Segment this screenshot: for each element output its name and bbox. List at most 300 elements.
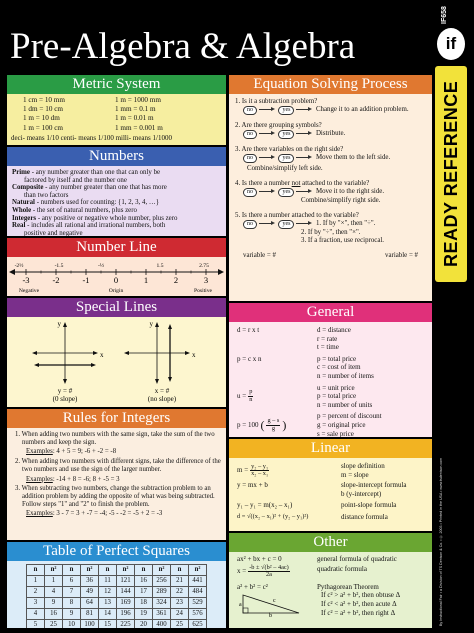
legend-line: r = rate: [317, 334, 338, 343]
table-cell: 36: [81, 576, 99, 587]
definition-prime: [12, 169, 221, 184]
table-cell: 22: [171, 587, 189, 598]
yes-pill: yes: [278, 106, 294, 115]
column-header: n²: [189, 565, 207, 576]
linear-heading: Linear: [229, 439, 432, 458]
legend-line: slope definition: [341, 462, 385, 470]
formula-legend: [317, 355, 432, 381]
table-cell: 24: [171, 609, 189, 620]
table-cell: 576: [189, 609, 207, 620]
definition-real: [12, 222, 221, 236]
perfect-squares-table: [26, 564, 207, 628]
arrow-icon: [32, 351, 37, 355]
definition-text: positive and negative: [24, 229, 83, 236]
definition-text: factored by itself and the number one: [24, 176, 127, 184]
table-cell: 529: [189, 598, 207, 609]
perfect-squares-panel: [7, 542, 226, 628]
table-row: [27, 576, 207, 587]
integer-label: 3: [203, 275, 209, 285]
step-action: Distribute.: [315, 130, 346, 137]
formula: [229, 565, 317, 579]
yes-pill: yes: [278, 154, 294, 163]
formula: y₁ – y₁ = m(x₂ – x₁): [237, 501, 293, 510]
metric-cell: 1 m = 100 cm: [23, 123, 63, 132]
ready-reference-label: READY REFERENCE: [441, 80, 461, 268]
table-cell: 5: [27, 620, 45, 629]
example-text: : 4 + 5 = 9; -6 + -2 = -8: [52, 448, 117, 456]
half-label: 1.5: [156, 263, 164, 269]
definition-term: Prime: [12, 169, 30, 176]
numerator: p: [249, 388, 253, 396]
arrow-icon: [259, 131, 277, 136]
yes-pill: yes: [278, 130, 294, 139]
arrow-icon: [185, 351, 190, 355]
triangle-shape: [243, 595, 299, 613]
general-heading: General: [229, 303, 432, 322]
legend-line: u = unit price: [317, 383, 355, 392]
table-cell: 144: [117, 587, 135, 598]
linear-formulas-panel: [229, 439, 432, 531]
metric-cell: 1 m = 0.01 m: [115, 114, 154, 123]
arrow-icon: [155, 379, 159, 384]
fraction: [248, 565, 290, 579]
formula-legend: [341, 462, 432, 479]
table-cell: 289: [153, 587, 171, 598]
x-label: x: [192, 351, 196, 359]
table-cell: 13: [99, 598, 117, 609]
rules-for-integers-heading: Rules for Integers: [7, 409, 226, 428]
table-cell: 9: [63, 609, 81, 620]
table-cell: 256: [153, 576, 171, 587]
legend-line: s = sale price: [317, 429, 354, 437]
table-cell: 1: [27, 576, 45, 587]
arrow-icon: [296, 221, 314, 226]
definition-term: Natural: [12, 199, 35, 207]
table-cell: 441: [189, 576, 207, 587]
denominator: x₂ – x₁: [251, 470, 269, 478]
metric-cell: 1 dm = 10 cm: [23, 105, 63, 114]
metric-system-panel: [7, 75, 226, 145]
metric-row: [7, 124, 226, 133]
step-question: 5. Is there a number attached to the variable?: [235, 212, 359, 219]
formula: [229, 462, 341, 479]
metric-prefix-note: deci- means 1/10 centi- means 1/100 milli- means 1/1000: [11, 133, 172, 142]
arrow-icon: [124, 351, 129, 355]
legend-line: t = time: [317, 343, 339, 352]
rule-item: 2. When adding two numbers with different signs, take the difference of the two numbers and use the sign of the larger number.: [15, 458, 221, 473]
table-cell: 64: [81, 598, 99, 609]
definition-term: Whole: [12, 206, 32, 214]
legend-line: m = slope: [341, 470, 369, 479]
formula: d = r x t: [237, 326, 260, 334]
step-question: 4. Is there a number not attached to the variable?: [235, 180, 370, 187]
flowchart: [229, 94, 432, 264]
column-header: n²: [153, 565, 171, 576]
numbers-heading: Numbers: [7, 147, 226, 166]
metric-cell: 1 mm = 0.001 m: [115, 123, 163, 132]
step-action: Combine/simplify right side.: [301, 197, 381, 204]
table-cell: 12: [99, 587, 117, 598]
formula-row: [229, 384, 432, 410]
side-label: a: [239, 602, 242, 609]
formula-row: [229, 412, 432, 437]
metric-row: [7, 114, 226, 123]
x-label: x: [100, 351, 104, 359]
side-label: c: [273, 598, 276, 605]
table-cell: 16: [45, 609, 63, 620]
arrow-icon: [296, 155, 314, 160]
numerator: g – s: [267, 417, 280, 425]
step-action: Move them to the left side.: [315, 154, 391, 161]
step-branch: [235, 130, 426, 139]
rule-example: [12, 448, 221, 456]
column-header: n²: [117, 565, 135, 576]
formula-legend: general formula of quadratic: [317, 555, 397, 563]
table-cell: 225: [117, 620, 135, 629]
step-question: 1. Is it a subtraction problem?: [235, 98, 318, 105]
flow-results: [235, 252, 426, 260]
column-header: n: [63, 565, 81, 576]
table-cell: 15: [99, 620, 117, 629]
table-cell: 3: [27, 598, 45, 609]
numbers-definitions: [7, 166, 226, 236]
table-cell: 484: [189, 587, 207, 598]
arrow-icon: [259, 221, 277, 226]
table-cell: 7: [63, 587, 81, 598]
equation-solving-heading: Equation Solving Process: [229, 75, 432, 94]
linear-formula-list: [229, 458, 432, 522]
table-header-row: [27, 565, 207, 576]
half-label: -1.5: [54, 263, 64, 269]
table-cell: 121: [117, 576, 135, 587]
table-cell: 16: [135, 576, 153, 587]
table-cell: 49: [81, 587, 99, 598]
table-cell: 6: [63, 576, 81, 587]
no-pill: no: [243, 188, 257, 197]
metric-cell: 1 mm = 0.1 m: [115, 105, 156, 114]
table-cell: 196: [117, 609, 135, 620]
formula-legend: [317, 326, 432, 352]
vertical-line-graph: [124, 320, 196, 403]
formula: ax² + bx + c = 0: [237, 555, 282, 563]
no-pill: no: [243, 154, 257, 163]
legend-line: n = number of units: [317, 400, 373, 409]
slope-label: (0 slope): [52, 395, 78, 403]
numerator: y₂ – y₁: [251, 462, 269, 470]
table-cell: 400: [153, 620, 171, 629]
column-header: n²: [81, 565, 99, 576]
table-cell: 21: [171, 576, 189, 587]
arrow-icon: [63, 322, 67, 327]
legend-line: Pythagorean Theorem: [317, 582, 379, 591]
arrow-icon: [91, 363, 96, 367]
table-row: [27, 598, 207, 609]
table-cell: 9: [45, 598, 63, 609]
denominator: n: [249, 395, 253, 403]
table-cell: 2: [27, 587, 45, 598]
step-branch: [235, 188, 426, 197]
formula-legend: distance formula: [341, 512, 388, 521]
formula: y = mx + b: [237, 481, 268, 490]
table-cell: 8: [63, 598, 81, 609]
integer-label: 0: [113, 275, 119, 285]
formula-legend: [317, 412, 432, 437]
definition-integers: [12, 215, 221, 223]
table-cell: 625: [189, 620, 207, 629]
column-header: n: [135, 565, 153, 576]
ready-reference-band: [435, 66, 467, 282]
step-question: 2. Are there grouping symbols?: [235, 122, 322, 129]
formula: d = √((x₂ – x₁)² + (y₂ – y₁)²): [237, 512, 309, 520]
pythagorean-formula: a² + b² = c²: [237, 582, 268, 591]
step-branch: [235, 220, 426, 229]
arrow-icon: [155, 322, 159, 327]
definition-natural: [12, 199, 221, 207]
table-cell: 17: [135, 587, 153, 598]
table-cell: 10: [63, 620, 81, 629]
right-angle-mark: [243, 608, 248, 613]
horizontal-line-graph: [32, 320, 104, 403]
metric-row: [7, 96, 226, 105]
no-pill: no: [243, 220, 257, 229]
number-line-heading: Number Line: [7, 238, 226, 257]
other-heading: Other: [229, 533, 432, 552]
formula-legend: [317, 583, 432, 618]
legend-line: g = original price: [317, 420, 366, 429]
definition-text: - includes all rational and irrational numbers, both: [25, 222, 166, 230]
arrow-icon: [93, 351, 98, 355]
arrow-icon: [296, 189, 314, 194]
publisher-logo: if: [437, 28, 465, 60]
step-action: Change it to an addition problem.: [315, 106, 409, 113]
product-code: IF658: [441, 6, 448, 24]
legend-line: If c² < a² + b², then acute Δ: [321, 599, 397, 608]
page-title: Pre-Algebra & Algebra: [10, 26, 356, 67]
step-action: 3. If a fraction, use reciprocal.: [301, 237, 385, 244]
step-action: 1. If by "×", then "÷".: [315, 220, 376, 227]
formula-lhs: p = 100: [237, 420, 259, 429]
definition-text: than two factors: [24, 191, 69, 199]
step-action: 2. If by "÷", then "×".: [301, 229, 361, 236]
numbers-panel: [7, 147, 226, 236]
legend-line: c = cost of item: [317, 363, 361, 372]
other-formula-list: [229, 552, 432, 617]
legend-line: p = total price: [317, 392, 357, 401]
formula-legend: quadratic formula: [317, 564, 367, 573]
legend-line: If c² > a² + b², then obtuse Δ: [321, 591, 401, 600]
formula-lhs: u =: [237, 392, 247, 401]
formula-legend: [341, 481, 432, 498]
formula: [229, 583, 317, 618]
rules-list: [7, 428, 226, 523]
example-text: : -14 + 8 = -6; 8 + -5 = 3: [52, 475, 120, 483]
formula: [229, 384, 317, 410]
rule-example: [12, 510, 221, 518]
arrow-icon: [259, 189, 277, 194]
column-header: n: [99, 565, 117, 576]
half-label: 2.75: [199, 263, 209, 269]
arrow-icon: [63, 379, 67, 384]
formula-legend: point-slope formula: [341, 501, 397, 510]
formula-lhs: x =: [237, 567, 247, 576]
publisher-fine-print: By Instructional Fair • a Division of TS Denison & Co. • © 2003 • Printed in the USA • www.tsdenison.com: [439, 457, 443, 626]
positive-label: Positive: [193, 288, 213, 294]
formula-legend: [317, 384, 432, 410]
general-formula-list: [229, 322, 432, 437]
special-lines-diagram: [7, 317, 226, 407]
formula-row: [229, 355, 432, 381]
examples-label: Examples: [26, 475, 53, 483]
special-lines-heading: Special Lines: [7, 298, 226, 317]
formula-row: [229, 326, 432, 352]
left-arrow-icon: [9, 269, 15, 275]
table-row: [27, 609, 207, 620]
arrow-icon: [296, 131, 314, 136]
not-word: not: [291, 180, 301, 187]
result-label: variable = #: [385, 252, 418, 259]
legend-line: n = number of items: [317, 371, 374, 380]
metric-cell: 1 cm = 10 mm: [23, 96, 65, 104]
definition-term: Real: [12, 222, 26, 230]
arrow-icon: [168, 377, 172, 382]
table-cell: 20: [135, 620, 153, 629]
slope-label: (no slope): [147, 395, 177, 403]
table-cell: 18: [135, 598, 153, 609]
metric-table: [7, 94, 226, 142]
definition-text: - any number greater than one that can only be: [29, 169, 161, 176]
rules-for-integers-panel: [7, 409, 226, 540]
arrow-icon: [296, 107, 314, 112]
step-question: 3. Are there variables on the right side?: [235, 146, 344, 153]
number-line-panel: [7, 238, 226, 296]
legend-line: d = distance: [317, 326, 351, 334]
metric-row: [7, 105, 226, 114]
metric-system-heading: Metric System: [7, 75, 226, 94]
definition-text: - numbers used for counting: {1, 2, 3, 4, …}: [34, 199, 160, 207]
formula-row: [229, 513, 432, 522]
negative-label: Negative: [18, 288, 40, 294]
special-lines-panel: [7, 298, 226, 407]
definition-text: - any positive or negative whole number, plus zero: [36, 214, 178, 222]
arrow-icon: [34, 363, 39, 367]
y-label: y: [57, 320, 61, 328]
step-branch: [235, 154, 426, 163]
step-action: Move it to the right side.: [315, 188, 385, 195]
integer-label: 1: [143, 275, 149, 285]
legend-line: If c² = a² + b², then right Δ: [321, 608, 396, 617]
rule-item: 1. When adding two numbers with the same sign, take the sum of the two numbers and keep the sign.: [15, 431, 215, 446]
formula-row: [229, 555, 432, 564]
equation-label: x = #: [154, 387, 170, 395]
formula: p = c x n: [237, 354, 262, 363]
formula-row: [229, 583, 432, 618]
table-cell: 169: [117, 598, 135, 609]
equation-solving-panel: [229, 75, 432, 301]
right-triangle-diagram: [237, 591, 307, 617]
step-action: Combine/simplify left side.: [247, 165, 323, 172]
definition-text: - any number greater than one that has more: [43, 184, 167, 192]
definition-term: Composite: [12, 184, 44, 192]
table-cell: 19: [135, 609, 153, 620]
fraction: [250, 464, 269, 478]
y-label: y: [149, 320, 153, 328]
no-pill: no: [243, 106, 257, 115]
formula-row: [229, 462, 432, 479]
rule-item: 3. When subtracting two numbers, change the subtraction problem to an addition problem by adding the opposite of what was being subtracted. Follow steps "1" and "2" to finish the problem.: [15, 485, 215, 508]
metric-cell: 1 m = 1000 mm: [115, 96, 161, 104]
perfect-squares-heading: Table of Perfect Squares: [7, 542, 226, 561]
column-header: n: [27, 565, 45, 576]
integer-label: -2: [52, 275, 60, 285]
number-line-diagram: [7, 257, 226, 296]
formula-row: [229, 501, 432, 510]
origin-label: Origin: [108, 288, 124, 294]
table-cell: 4: [45, 587, 63, 598]
formula-row: [229, 565, 432, 579]
definition-composite: [12, 184, 221, 199]
no-pill: no: [243, 130, 257, 139]
other-formulas-panel: [229, 533, 432, 628]
example-text: : 3 - 7 = 3 + -7 = -4; -5 - -2 = -5 + 2 = -3: [52, 510, 163, 518]
equation-label: y = #: [57, 387, 73, 395]
formula-lhs: m =: [237, 466, 249, 475]
denominator: 2a: [266, 571, 272, 579]
fraction: [266, 418, 280, 432]
definition-whole: [12, 207, 221, 215]
legend-line: b (y-intercept): [341, 489, 382, 498]
numerator: -b ± √(b² – 4ac): [249, 563, 289, 571]
formula: p = 100 ( $\frac{g - s}{g}$ ): [237, 417, 287, 432]
legend-line: p = percent of discount: [317, 412, 382, 421]
formula-row: [229, 481, 432, 498]
table-cell: 324: [153, 598, 171, 609]
integer-label: -1: [82, 275, 90, 285]
column-header: n: [171, 565, 189, 576]
table-cell: 11: [99, 576, 117, 587]
table-cell: 81: [81, 609, 99, 620]
table-cell: 25: [45, 620, 63, 629]
arrow-icon: [259, 155, 277, 160]
fraction: [248, 389, 253, 403]
step-branch: [235, 106, 426, 115]
half-label: -½: [97, 263, 105, 269]
arrow-icon: [259, 107, 277, 112]
arrow-icon: [168, 324, 172, 329]
table-row: [27, 587, 207, 598]
denominator: g: [271, 424, 275, 432]
examples-label: Examples: [26, 510, 53, 518]
rule-example: [12, 476, 221, 484]
yes-pill: yes: [278, 220, 294, 229]
table-cell: 25: [171, 620, 189, 629]
legend-line: slope-intercept formula: [341, 481, 407, 490]
integer-label: -3: [22, 275, 30, 285]
side-label: b: [269, 613, 272, 618]
table-row: [27, 620, 207, 629]
integer-label: 2: [173, 275, 179, 285]
examples-label: Examples: [26, 448, 53, 456]
table-cell: 14: [99, 609, 117, 620]
right-arrow-icon: [218, 269, 224, 275]
legend-line: p = total price: [317, 354, 357, 363]
column-header: n²: [45, 565, 63, 576]
metric-cell: 1 m = 10 dm: [23, 114, 60, 123]
result-label: variable = #: [243, 252, 276, 259]
general-formulas-panel: [229, 303, 432, 437]
half-label: -2½: [14, 263, 24, 269]
table-cell: 4: [27, 609, 45, 620]
table-cell: 1: [45, 576, 63, 587]
